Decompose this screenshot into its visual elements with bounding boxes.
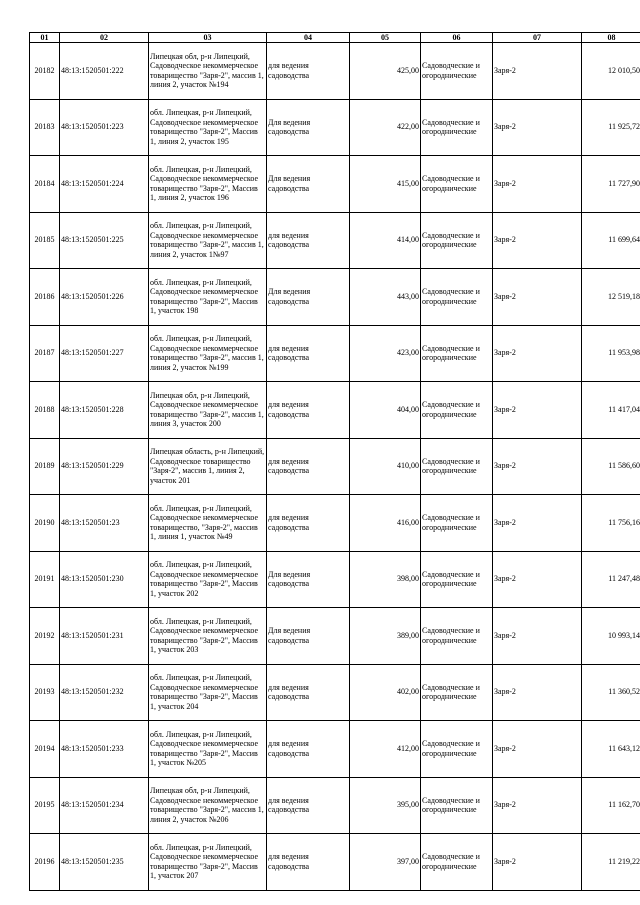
column-header-05: 05 <box>350 33 421 43</box>
cadastral-value-cell: 11 219,22 <box>582 834 640 891</box>
area-cell: 404,00 <box>350 382 421 439</box>
land-category-cell: Садоводческие и огороднические <box>421 99 493 156</box>
address-text: Липецкая обл, р-н Липецкий, Садоводческое некоммерческое товарищество "Заря-2", массив 1, линия 2, участок №206 <box>150 786 264 824</box>
cadastral-number-cell: 48:13:1520501:230 <box>60 551 149 608</box>
area-cell: 415,00 <box>350 156 421 213</box>
address-cell <box>149 269 267 326</box>
organization-cell: Заря-2 <box>493 212 582 269</box>
land-category-cell: Садоводческие и огороднические <box>421 551 493 608</box>
permitted-use-cell: Для ведения садоводства <box>267 156 350 213</box>
table-row <box>30 269 640 326</box>
column-header-08: 08 <box>582 33 640 43</box>
cadastral-value-cell: 11 360,52 <box>582 664 640 721</box>
land-category-cell: Садоводческие и огороднические <box>421 212 493 269</box>
address-text: обл. Липецкая, р-н Липецкий, Садоводческое некоммерческое товарищество, "Заря-2", массив 1, линия 1, участок №49 <box>150 503 259 542</box>
address-cell <box>149 99 267 156</box>
area-cell: 389,00 <box>350 608 421 665</box>
row-number-cell: 20190 <box>30 495 60 552</box>
cadastral-number-cell: 48:13:1520501:228 <box>60 382 149 439</box>
cadastral-number-cell: 48:13:1520501:231 <box>60 608 149 665</box>
permitted-use-cell: для ведения садоводства <box>267 325 350 382</box>
area-cell: 397,00 <box>350 834 421 891</box>
cadastral-value-cell: 12 519,18 <box>582 269 640 326</box>
cadastral-number-cell: 48:13:1520501:23 <box>60 495 149 552</box>
area-cell: 410,00 <box>350 438 421 495</box>
permitted-use-cell: для ведения садоводства <box>267 382 350 439</box>
table-row <box>30 834 640 891</box>
column-header-06: 06 <box>421 33 493 43</box>
cadastral-number-cell: 48:13:1520501:234 <box>60 777 149 834</box>
address-text: обл. Липецкая, р-н Липецкий, Садоводческое некоммерческое товарищество "Заря-2", Массив 1, участок 207 <box>150 842 259 881</box>
address-cell <box>149 382 267 439</box>
permitted-use-cell: для ведения садоводства <box>267 43 350 100</box>
permitted-use-cell: для ведения садоводства <box>267 721 350 778</box>
land-category-cell: Садоводческие и огороднические <box>421 721 493 778</box>
organization-cell: Заря-2 <box>493 551 582 608</box>
table-row <box>30 43 640 100</box>
column-header-07: 07 <box>493 33 582 43</box>
table-row <box>30 664 640 721</box>
organization-cell: Заря-2 <box>493 721 582 778</box>
cadastral-number-cell: 48:13:1520501:233 <box>60 721 149 778</box>
row-number-cell: 20196 <box>30 834 60 891</box>
organization-cell: Заря-2 <box>493 156 582 213</box>
address-text: обл. Липецкая, р-н Липецкий, Садоводческое некоммерческое товарищество "Заря-2", Массив 1, участок 204 <box>150 673 259 711</box>
area-cell: 443,00 <box>350 269 421 326</box>
cadastral-value-cell: 11 925,72 <box>582 99 640 156</box>
address-cell <box>149 777 267 834</box>
address-cell <box>149 212 267 269</box>
cadastral-number-cell: 48:13:1520501:229 <box>60 438 149 495</box>
table-row <box>30 99 640 156</box>
organization-cell: Заря-2 <box>493 269 582 326</box>
address-cell <box>149 438 267 495</box>
cadastral-value-cell: 10 993,14 <box>582 608 640 665</box>
land-category-cell: Садоводческие и огороднические <box>421 156 493 213</box>
row-number-cell: 20182 <box>30 43 60 100</box>
cadastral-number-cell: 48:13:1520501:232 <box>60 664 149 721</box>
cadastral-value-cell: 11 643,12 <box>582 721 640 778</box>
address-text: обл. Липецкая, р-н Липецкий, Садоводческое некоммерческое товарищество "Заря-2", Массив 1, участок 198 <box>150 277 259 316</box>
address-text: обл. Липецкая, р-н Липецкий, Садоводческое некоммерческое товарищество "Заря-2", Массив 1, участок №205 <box>150 729 259 768</box>
row-number-cell: 20195 <box>30 777 60 834</box>
address-text: обл. Липецкая, р-н Липецкий, Садоводческое некоммерческое товарищество "Заря-2", массив 1, линия 2, участок №199 <box>150 334 264 372</box>
table-row <box>30 608 640 665</box>
table-body <box>30 43 640 891</box>
address-text: Липецкая область, р-н Липецкий, Садоводческое товарищество "Заря-2", массив 1, линия 2, участок 201 <box>150 447 265 485</box>
address-text: обл. Липецкая, р-н Липецкий, Садоводческое некоммерческое товарищество "Заря-2", Массив 1, линия 2, участок 195 <box>150 108 259 146</box>
address-text: обл. Липецкая, р-н Липецкий, Садоводческое некоммерческое товарищество "Заря-2", массив 1, линия 2, участок 1№97 <box>150 221 264 259</box>
cadastral-number-cell: 48:13:1520501:222 <box>60 43 149 100</box>
permitted-use-cell: для ведения садоводства <box>267 212 350 269</box>
table-row <box>30 156 640 213</box>
table-row <box>30 212 640 269</box>
cadastral-number-cell: 48:13:1520501:227 <box>60 325 149 382</box>
cadastral-number-cell: 48:13:1520501:226 <box>60 269 149 326</box>
address-cell <box>149 325 267 382</box>
column-header-01: 01 <box>30 33 60 43</box>
cadastral-value-cell: 11 699,64 <box>582 212 640 269</box>
column-header-02: 02 <box>60 33 149 43</box>
table-row <box>30 777 640 834</box>
row-number-cell: 20186 <box>30 269 60 326</box>
area-cell: 416,00 <box>350 495 421 552</box>
permitted-use-cell: для ведения садоводства <box>267 495 350 552</box>
table-row <box>30 325 640 382</box>
cadastral-value-cell: 12 010,50 <box>582 43 640 100</box>
table-row <box>30 382 640 439</box>
row-number-cell: 20194 <box>30 721 60 778</box>
table-row <box>30 438 640 495</box>
address-cell <box>149 721 267 778</box>
area-cell: 425,00 <box>350 43 421 100</box>
row-number-cell: 20185 <box>30 212 60 269</box>
cadastral-value-cell: 11 247,48 <box>582 551 640 608</box>
land-registry-table <box>29 32 640 891</box>
organization-cell: Заря-2 <box>493 608 582 665</box>
area-cell: 422,00 <box>350 99 421 156</box>
row-number-cell: 20191 <box>30 551 60 608</box>
land-category-cell: Садоводческие и огороднические <box>421 325 493 382</box>
organization-cell: Заря-2 <box>493 438 582 495</box>
address-cell <box>149 608 267 665</box>
land-category-cell: Садоводческие и огороднические <box>421 382 493 439</box>
organization-cell: Заря-2 <box>493 43 582 100</box>
organization-cell: Заря-2 <box>493 495 582 552</box>
cadastral-value-cell: 11 586,60 <box>582 438 640 495</box>
land-category-cell: Садоводческие и огороднические <box>421 664 493 721</box>
address-text: обл. Липецкая, р-н Липецкий, Садоводческое некоммерческое товарищество "Заря-2", Массив 1, линия 2, участок 196 <box>150 164 259 203</box>
cadastral-number-cell: 48:13:1520501:223 <box>60 99 149 156</box>
row-number-cell: 20184 <box>30 156 60 213</box>
table-row <box>30 495 640 552</box>
address-text: Липецкая обл, р-н Липецкий, Садоводческое некоммерческое товарищество "Заря-2", массив 1, линия 3, участок 200 <box>150 390 264 429</box>
address-cell <box>149 156 267 213</box>
organization-cell: Заря-2 <box>493 325 582 382</box>
land-category-cell: Садоводческие и огороднические <box>421 777 493 834</box>
row-number-cell: 20193 <box>30 664 60 721</box>
cadastral-number-cell: 48:13:1520501:224 <box>60 156 149 213</box>
address-text: обл. Липецкая, р-н Липецкий, Садоводческое некоммерческое товарищество "Заря-2", Массив 1, участок 202 <box>150 560 259 598</box>
permitted-use-cell: для ведения садоводства <box>267 438 350 495</box>
cadastral-value-cell: 11 727,90 <box>582 156 640 213</box>
cadastral-value-cell: 11 756,16 <box>582 495 640 552</box>
cadastral-number-cell: 48:13:1520501:235 <box>60 834 149 891</box>
column-header-04: 04 <box>267 33 350 43</box>
permitted-use-cell: Для ведения садоводства <box>267 608 350 665</box>
address-cell <box>149 834 267 891</box>
permitted-use-cell: Для ведения садоводства <box>267 269 350 326</box>
organization-cell: Заря-2 <box>493 664 582 721</box>
area-cell: 395,00 <box>350 777 421 834</box>
address-text: обл. Липецкая, р-н Липецкий, Садоводческое некоммерческое товарищество "Заря-2", Массив 1, участок 203 <box>150 616 259 655</box>
area-cell: 414,00 <box>350 212 421 269</box>
area-cell: 412,00 <box>350 721 421 778</box>
cadastral-value-cell: 11 162,70 <box>582 777 640 834</box>
permitted-use-cell: для ведения садоводства <box>267 777 350 834</box>
land-category-cell: Садоводческие и огороднические <box>421 438 493 495</box>
cadastral-value-cell: 11 953,98 <box>582 325 640 382</box>
address-text: Липецкая обл, р-н Липецкий, Садоводческое некоммерческое товарищество "Заря-2", массив 1, линия 2, участок №194 <box>150 51 264 90</box>
address-cell <box>149 664 267 721</box>
permitted-use-cell: Для ведения садоводства <box>267 551 350 608</box>
organization-cell: Заря-2 <box>493 99 582 156</box>
permitted-use-cell: для ведения садоводства <box>267 834 350 891</box>
area-cell: 398,00 <box>350 551 421 608</box>
row-number-cell: 20187 <box>30 325 60 382</box>
organization-cell: Заря-2 <box>493 834 582 891</box>
row-number-cell: 20183 <box>30 99 60 156</box>
organization-cell: Заря-2 <box>493 777 582 834</box>
land-category-cell: Садоводческие и огороднические <box>421 608 493 665</box>
land-category-cell: Садоводческие и огороднические <box>421 495 493 552</box>
cadastral-value-cell: 11 417,04 <box>582 382 640 439</box>
permitted-use-cell: Для ведения садоводства <box>267 99 350 156</box>
land-category-cell: Садоводческие и огороднические <box>421 269 493 326</box>
area-cell: 402,00 <box>350 664 421 721</box>
address-cell <box>149 495 267 552</box>
address-cell <box>149 551 267 608</box>
organization-cell: Заря-2 <box>493 382 582 439</box>
table-row <box>30 551 640 608</box>
area-cell: 423,00 <box>350 325 421 382</box>
table-header <box>30 33 640 43</box>
cadastral-number-cell: 48:13:1520501:225 <box>60 212 149 269</box>
land-category-cell: Садоводческие и огороднические <box>421 43 493 100</box>
address-cell <box>149 43 267 100</box>
row-number-cell: 20192 <box>30 608 60 665</box>
table-row <box>30 721 640 778</box>
row-number-cell: 20188 <box>30 382 60 439</box>
permitted-use-cell: для ведения садоводства <box>267 664 350 721</box>
row-number-cell: 20189 <box>30 438 60 495</box>
land-category-cell: Садоводческие и огороднические <box>421 834 493 891</box>
column-header-03: 03 <box>149 33 267 43</box>
